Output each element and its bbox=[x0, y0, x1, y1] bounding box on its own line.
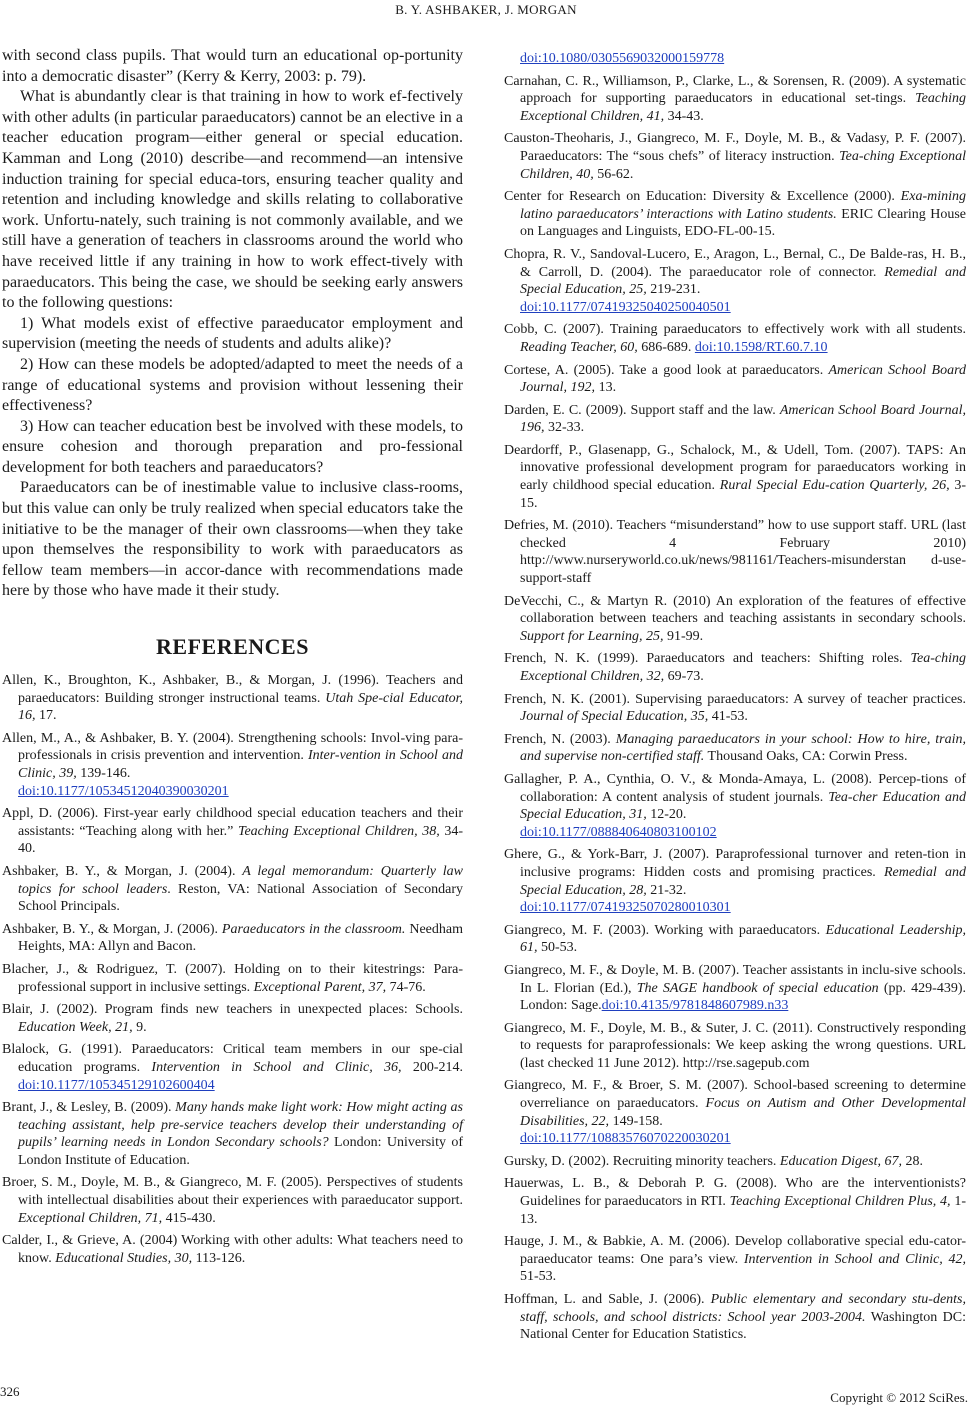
doi-link[interactable]: doi:10.4135/9781848607989.n33 bbox=[601, 998, 789, 1014]
reference-source: Utah Spe-cial Educator, 16, bbox=[18, 690, 463, 724]
reference-details: 9. bbox=[132, 1019, 147, 1035]
reference-entry bbox=[2, 1001, 463, 1036]
reference-entry bbox=[504, 962, 966, 1015]
doi-link[interactable]: doi:10.1598/RT.60.7.10 bbox=[694, 339, 828, 355]
reference-details: 3-15. bbox=[520, 478, 966, 511]
doi-link[interactable]: doi:10.1177/10534512040390030201 bbox=[18, 783, 229, 799]
reference-text: Blacher, J., & Rodriguez, T. (2007). Holding on to their kitestrings: Para-professional support in inclusive settings. bbox=[2, 961, 463, 995]
reference-details: Needham Heights, MA: Allyn and Bacon. bbox=[18, 921, 463, 955]
reference-details: 34-43. bbox=[664, 108, 704, 124]
reference-entry bbox=[504, 922, 966, 957]
references-list-right bbox=[504, 50, 966, 1344]
reference-details: 686-689. bbox=[637, 339, 695, 355]
reference-entry bbox=[504, 650, 966, 685]
reference-entry bbox=[504, 1153, 966, 1171]
reference-source: Intervention in School and Clinic, 42, bbox=[743, 1251, 966, 1267]
reference-entry bbox=[2, 672, 463, 725]
reference-entry bbox=[2, 921, 463, 956]
reference-entry bbox=[504, 442, 966, 512]
reference-details: 113-126. bbox=[192, 1250, 246, 1266]
doi-link[interactable]: doi:10.1080/0305569032000159778 bbox=[520, 51, 725, 66]
reference-source: Tea-ching Exceptional Children, 40, bbox=[520, 148, 966, 182]
reference-details: 17. bbox=[35, 708, 57, 724]
reference-details: 12-20. bbox=[646, 807, 687, 823]
reference-details: 51-53. bbox=[520, 1269, 557, 1285]
reference-text: Giangreco, M. F., Doyle, M. B., & Suter, J. C. (2011). Constructively responding to requests for paraprofessionals: We keep asking the wrong questions. URL (last checked 11 June 2012). http://rse.sagepub.com bbox=[504, 1020, 966, 1071]
reference-entry bbox=[504, 1020, 966, 1073]
reference-text: Calder, I., & Grieve, A. (2004) Working with other adults: What teachers need to know. bbox=[2, 1233, 463, 1266]
reference-details: 41-53. bbox=[708, 709, 748, 725]
reference-text: Broer, S. M., Doyle, M. B., & Giangreco, M. F. (2005). Perspectives of students with intellectual disabilities about their experiences with paraeducator support. bbox=[2, 1175, 463, 1209]
reference-text: Allen, K., Broughton, K., Ashbaker, B., & Morgan, J. (1996). Teachers and paraeducators: Building stronger instructional teams. bbox=[2, 673, 463, 706]
reference-entry bbox=[504, 362, 966, 397]
reference-source: Teaching Exceptional Children Plus, 4, bbox=[729, 1194, 951, 1210]
reference-source: A legal memorandum: Quarterly law topics for school leaders bbox=[18, 863, 463, 897]
reference-text: Darden, E. C. (2009). Support staff and the law. bbox=[504, 402, 780, 418]
reference-entry bbox=[2, 805, 463, 858]
reference-entry bbox=[504, 1291, 966, 1344]
reference-source: Managing paraeducators in your school: How to hire, train, and supervise non-certified staff. bbox=[520, 731, 967, 765]
reference-text: Allen, M., A., & Ashbaker, B. Y. (2004). Strengthening schools: Invol-ving para-professionals in crisis prevention and intervention. bbox=[2, 730, 463, 764]
reference-entry bbox=[2, 1232, 463, 1267]
reference-text: Gursky, D. (2002). Recruiting minority teachers. bbox=[504, 1153, 780, 1169]
reference-text: Ashbaker, B. Y., & Morgan, J. (2006). bbox=[2, 921, 222, 937]
reference-text: Cobb, C. (2007). Training paraeducators to effectively work with all students. bbox=[504, 322, 966, 338]
reference-details: 32-33. bbox=[544, 420, 585, 436]
reference-source: American School Board Journal, 196, bbox=[520, 402, 966, 436]
reference-source: Teaching Exceptional Children, 38, bbox=[237, 823, 440, 839]
reference-source: The SAGE handbook of special education bbox=[636, 980, 879, 996]
body-paragraph: 3) How can teacher education best be involved with these models, to ensure cohesion and thorough preparation and pro-fessional development for both teachers and paraeducators? bbox=[2, 417, 463, 476]
reference-details: 200-214. bbox=[401, 1059, 464, 1075]
copyright-notice: Copyright © 2012 SciRes. bbox=[830, 1390, 968, 1405]
reference-source: Paraeducators in the classroom. bbox=[221, 921, 406, 937]
reference-source: Remedial and Special Education, 25, bbox=[520, 264, 967, 298]
reference-entry bbox=[2, 961, 463, 996]
reference-text: Ghere, G., & York-Barr, J. (2007). Paraprofessional turnover and reten-tion in inclusive programs: Hidden costs and promising practices. bbox=[504, 847, 966, 880]
reference-text: French, N. K. (2001). Supervising paraeducators: A survey of teacher practices. bbox=[504, 691, 966, 707]
reference-source: American School Board Journal, 192, bbox=[520, 362, 967, 396]
reference-text: Defries, M. (2010). Teachers “misunderstand” how to use support staff. URL (last checked 4 February 2010) http://www.nurseryworld.co.uk/news/981161/Teachers-misunderstan d-use-support-staff bbox=[504, 518, 966, 587]
reference-text: Hauge, J. M., & Babkie, A. M. (2006). Develop collaborative special edu-cator-paraeducator teams: One para’s view. bbox=[504, 1234, 966, 1267]
reference-details: 69-73. bbox=[664, 669, 704, 684]
reference-source: Support for Learning, 25, bbox=[520, 628, 664, 644]
body-paragraph: What is abundantly clear is that training in how to work ef-fectively with other adults (in particular paraeducators) cannot be an elective in a teacher education program—either general or special education. Kamman and Long (2010) describe—and recommend—an intensive induction training for special educa-tors, ensuring teacher quality and retention and including knowledge and skills relating to collaborative work. Unfortu-nately, such training is not commonly available, and we still have a generation of teachers in classrooms around the world who have received little if any training in how to work effect-tively with paraeducators. This being the case, we should be seeking early answers to the following questions: bbox=[2, 88, 463, 312]
reference-text: Hauerwas, L. B., & Deborah P. G. (2008). Who are the interventionists? Guidelines for paraeducators in RTI. bbox=[504, 1176, 966, 1210]
reference-entry bbox=[2, 1099, 463, 1169]
reference-source: Educational Studies, 30, bbox=[55, 1250, 193, 1266]
reference-details: 415-430. bbox=[162, 1210, 216, 1226]
reference-source: Many hands make light work: How might acting as teaching assistant, help pre-service teachers develop their understanding of pupils’ learning needs in London Secondary schools? bbox=[18, 1100, 463, 1151]
reference-details: ERIC Clearing House on Languages and Linguists, EDO-FL-00-15. bbox=[520, 206, 966, 240]
reference-entry bbox=[504, 771, 966, 841]
doi-link[interactable]: doi:10.1177/07419325040250040501 bbox=[520, 299, 731, 315]
reference-details: Thousand Oaks, CA: Corwin Press. bbox=[704, 749, 908, 765]
reference-details: 91-99. bbox=[663, 628, 704, 644]
reference-entry bbox=[504, 1175, 966, 1228]
reference-source: Remedial and Special Education, 28, bbox=[520, 864, 966, 898]
references-list-left bbox=[2, 672, 463, 1267]
reference-source: Focus on Autism and Other Developmental Disabilities, 22, bbox=[520, 1096, 966, 1129]
reference-source: Tea-ching Exceptional Children, 32, bbox=[520, 651, 966, 684]
reference-details: 28. bbox=[902, 1153, 924, 1169]
reference-entry bbox=[504, 1077, 966, 1147]
reference-entry bbox=[504, 846, 966, 916]
reference-source: Inter-vention in School and Clinic, 39, bbox=[18, 748, 463, 781]
reference-text: Center for Research on Education: Diversity & Excellence (2000). bbox=[504, 189, 901, 205]
reference-text: French, N. (2003). bbox=[504, 731, 616, 747]
body-paragraph: Paraeducators can be of inestimable value to inclusive class-rooms, but this value can only be truly realized when special educators take the initiative to be the manager of their own classrooms—when they take upon themselves the responsibility to work with paraeducators as fellow team members—in accor-dance with recommendations made here by those who have made it their study. bbox=[2, 479, 463, 600]
reference-source: Intervention in School and Clinic, 36, bbox=[151, 1059, 402, 1075]
reference-source: Education Digest, 67, bbox=[779, 1153, 903, 1169]
body-paragraph: with second class pupils. That would turn an educational op-portunity into a democratic disaster” (Kerry & Kerry, 2003: p. 79). bbox=[2, 47, 463, 85]
running-head: B. Y. ASHBAKER, J. MORGAN bbox=[395, 2, 577, 17]
reference-text: Brant, J., & Lesley, B. (2009). bbox=[2, 1100, 176, 1116]
reference-entry bbox=[504, 593, 966, 646]
reference-source: Educational Leadership, 61, bbox=[520, 922, 966, 956]
reference-text: Blair, J. (2002). Program finds new teachers in unexpected places: Schools. bbox=[2, 1002, 463, 1018]
reference-entry bbox=[2, 1174, 463, 1227]
reference-entry bbox=[2, 1041, 463, 1094]
reference-text: Ashbaker, B. Y., & Morgan, J. (2004). bbox=[2, 863, 243, 879]
reference-text: DeVecchi, C., & Martyn R. (2010) An exploration of the features of effective collaboration between teachers and teaching assistants in secondary schools. bbox=[504, 593, 966, 627]
reference-entry bbox=[504, 1233, 966, 1286]
reference-entry bbox=[504, 246, 966, 316]
reference-text: Carnahan, C. R., Williamson, P., Clarke, L., & Sorensen, R. (2009). A systematic approach for supporting paraeducators in educational set-tings. bbox=[504, 73, 966, 107]
reference-details: . Reston, VA: National Association of Secondary School Principals. bbox=[18, 881, 464, 915]
reference-entry bbox=[504, 517, 966, 587]
reference-text: Causton-Theoharis, J., Giangreco, M. F., Doyle, M. B., & Vadasy, P. F. (2007). Paraeducators: The “sous chefs” of literacy instruction. bbox=[504, 131, 966, 164]
doi-link[interactable]: doi:10.1177/07419325070280010301 bbox=[520, 900, 731, 916]
reference-details: 34-40. bbox=[18, 823, 463, 857]
reference-details: 50-53. bbox=[537, 940, 578, 956]
reference-entry bbox=[504, 321, 966, 356]
reference-entry bbox=[504, 50, 966, 68]
reference-details: Washington DC: National Center for Education Statistics. bbox=[520, 1309, 966, 1343]
reference-entry bbox=[504, 73, 966, 126]
reference-source: Exceptional Children, 71, bbox=[18, 1210, 163, 1226]
reference-entry bbox=[504, 402, 966, 437]
left-column bbox=[2, 46, 463, 1272]
reference-source: Education Week, 21, bbox=[18, 1019, 133, 1035]
reference-text: Blalock, G. (1991). Paraeducators: Critical team members in our spe-cial education programs. bbox=[2, 1042, 463, 1075]
doi-link[interactable]: doi:10.1177/10883576070220030201 bbox=[520, 1131, 731, 1147]
reference-entry bbox=[2, 730, 463, 800]
body-paragraph: 2) How can these models be adopted/adapted to meet the needs of a range of educational systems and provision without lessening their effectiveness? bbox=[2, 355, 463, 415]
body-paragraph: 1) What models exist of effective paraeducator employment and supervision (meeting the needs of students and adults alike)? bbox=[2, 314, 463, 353]
reference-details: 56-62. bbox=[593, 166, 634, 182]
reference-text: Gallagher, P. A., Cynthia, O. V., & Monda-Amaya, L. (2008). Percep-tions of collaboration: A content analysis of student journals. bbox=[504, 771, 966, 805]
reference-source: Tea-cher Education and Special Education, 31, bbox=[520, 789, 966, 823]
reference-text: Cortese, A. (2005). Take a good look at paraeducators. bbox=[504, 362, 829, 378]
reference-source: Journal of Special Education, 35, bbox=[520, 709, 709, 725]
reference-details: 74-76. bbox=[386, 979, 426, 995]
reference-source: Exa-mining latino paraeducators’ interactions with Latino students. bbox=[520, 189, 966, 222]
doi-link[interactable]: doi:10.1177/088840640803100102 bbox=[520, 824, 717, 840]
reference-source: Exceptional Parent, 37, bbox=[253, 979, 387, 995]
reference-source: Public elementary and secondary stu-dents, staff, schools, and school districts: School year 2003-2004. bbox=[520, 1292, 966, 1325]
reference-text: Appl, D. (2006). First-year early childhood special education teachers and their assistants: “Teaching along with her.” bbox=[2, 806, 463, 839]
reference-details: 149-158. bbox=[609, 1113, 663, 1129]
page-number: 326 bbox=[0, 1384, 20, 1399]
reference-entry bbox=[504, 691, 966, 726]
reference-details: 1-13. bbox=[520, 1194, 966, 1227]
reference-text: Giangreco, M. F., & Broer, S. M. (2007). School-based screening to determine overreliance on paraeducators. bbox=[504, 1078, 966, 1112]
reference-text: Hoffman, L. and Sable, J. (2006). bbox=[504, 1292, 711, 1307]
reference-text: Giangreco, M. F. (2003). Working with paraeducators. bbox=[504, 922, 826, 938]
references-heading: REFERENCES bbox=[156, 634, 309, 660]
reference-entry bbox=[504, 188, 966, 241]
reference-source: Reading Teacher, 60, bbox=[520, 339, 638, 355]
doi-link[interactable]: doi:10.1177/105345129102600404 bbox=[18, 1077, 215, 1093]
reference-text: Deardorff, P., Glasenapp, G., Schalock, M., & Udell, Tom. (2007). TAPS: An innovative professional development program for paraeducators working in early childhood special education. bbox=[504, 442, 966, 494]
reference-entry bbox=[504, 731, 966, 766]
reference-details: 139-146. bbox=[76, 766, 131, 781]
reference-details: (pp. 429-439). London: Sage. bbox=[520, 980, 966, 1014]
reference-entry bbox=[504, 130, 966, 183]
right-column bbox=[504, 50, 966, 1349]
reference-details: London: University of London Institute of Education. bbox=[18, 1135, 463, 1168]
reference-text: Giangreco, M. F., & Doyle, M. B. (2007). Teacher assistants in inclu-sive schools. In L. Florian (Ed.), bbox=[504, 962, 966, 996]
reference-entry bbox=[2, 863, 463, 916]
reference-details: 21-32. bbox=[646, 882, 687, 898]
reference-text: French, N. K. (1999). Paraeducators and teachers: Shifting roles. bbox=[504, 651, 911, 667]
reference-text: Chopra, R. V., Sandoval-Lucero, E., Aragon, L., Bernal, C., De Balde-ras, H. B., & Carroll, D. (2004). The paraeducator role of connector. bbox=[504, 246, 966, 280]
reference-details: 13. bbox=[595, 380, 617, 396]
reference-details: 219-231. bbox=[646, 282, 701, 298]
reference-source: Teaching Exceptional Children, 41, bbox=[520, 91, 966, 124]
reference-source: Rural Special Edu-cation Quarterly, 26, bbox=[719, 478, 950, 494]
